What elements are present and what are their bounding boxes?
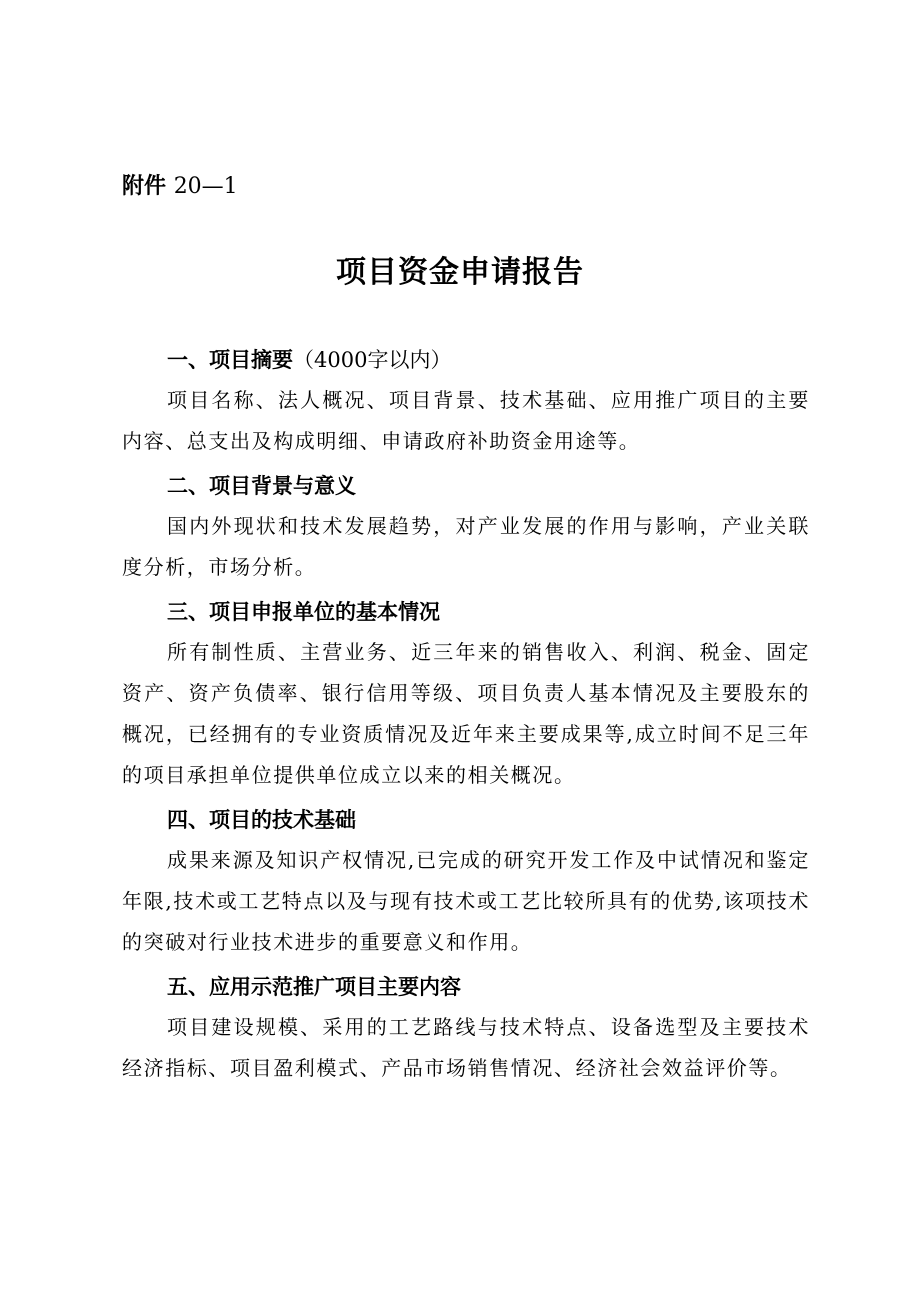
- attachment-number: 20—1: [173, 174, 238, 199]
- document-title: 项目资金申请报告: [336, 255, 584, 290]
- document-body: [122, 340, 810, 1093]
- section-technical-basis: [122, 800, 810, 963]
- section-heading-text: 五、应用示范推广项目主要内容: [167, 975, 461, 999]
- attachment-label: [122, 172, 238, 202]
- section-heading: [122, 466, 810, 506]
- section-heading: [122, 967, 810, 1007]
- section-background: [122, 466, 810, 588]
- section-paragraph: 成果来源及知识产权情况,已完成的研究开发工作及中试情况和鉴定年限,技术或工艺特点以及与现有技术或工艺比较所具有的优势,该项技术的突破对行业技术进步的重要意义和作用。: [122, 848, 810, 954]
- section-paragraph: 国内外现状和技术发展趋势，对产业发展的作用与影响，产业关联度分析，市场分析。: [122, 514, 810, 579]
- section-paragraph: 项目建设规模、采用的工艺路线与技术特点、设备选型及主要技术经济指标、项目盈利模式、产品市场销售情况、经济社会效益评价等。: [122, 1015, 810, 1080]
- attachment-prefix: 附件: [122, 174, 167, 199]
- section-paragraph: 所有制性质、主营业务、近三年来的销售收入、利润、税金、固定资产、资产负债率、银行信用等级、项目负责人基本情况及主要股东的概况，已经拥有的专业资质情况及近年来主要成果等,成立时间不足三年的项目承担单位提供单位成立以来的相关概况。: [122, 640, 810, 787]
- section-summary: [122, 340, 810, 462]
- section-heading-text: 四、项目的技术基础: [167, 808, 356, 832]
- section-heading-text: 一、项目摘要: [167, 348, 293, 372]
- section-project-content: [122, 967, 810, 1089]
- section-heading-text: 三、项目申报单位的基本情况: [167, 600, 440, 624]
- section-heading-text: 二、项目背景与意义: [167, 474, 356, 498]
- section-applicant-info: [122, 592, 810, 796]
- section-heading: [122, 340, 810, 380]
- section-heading-note: （4000字以内）: [293, 348, 452, 372]
- section-heading: [122, 592, 810, 632]
- section-heading: [122, 800, 810, 840]
- section-paragraph: 项目名称、法人概况、项目背景、技术基础、应用推广项目的主要内容、总支出及构成明细、申请政府补助资金用途等。: [122, 388, 810, 453]
